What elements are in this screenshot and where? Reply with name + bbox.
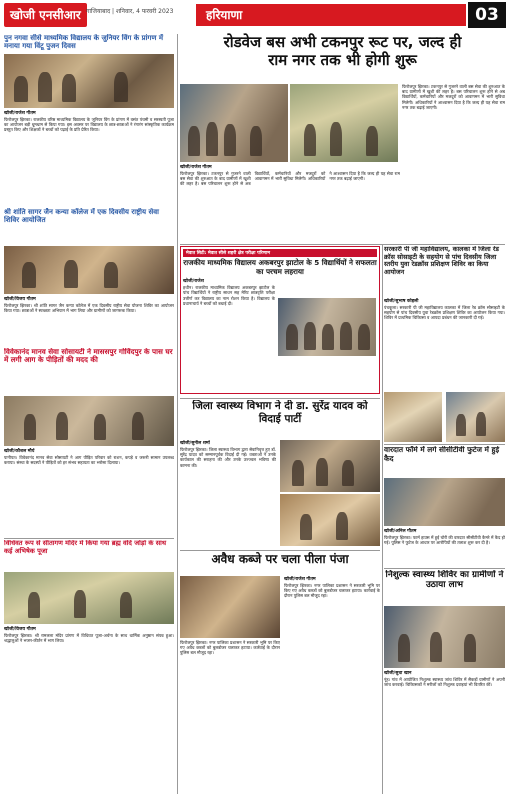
story-body: पानीपत। विवेकानंद मानव सेवा सोसायटी ने आग पीड़ित परिवार को राशन, कपड़े व जरूरी सामान उपलब्ध कराया। संस्था के सदस्यों ने पीड़ितों को हर संभव सहायता का भरोसा दिलाया। [4,455,174,466]
photo-health-farewell-2 [280,494,380,546]
byline: खोजी/अनिल गौतम [384,529,417,534]
photo-health-farewell-1 [280,440,380,492]
photo-shanti-sagar [4,246,174,294]
row-rule [180,244,505,245]
photo-cctv [384,478,505,526]
photo-college-2 [446,392,505,442]
lead-headline-line-1: रोडवेज बस अभी टकनपुर रूट पर, जल्द ही [223,33,462,51]
story-headline: अवैध कब्जे पर चला पीला पंजा [211,552,349,566]
story-college-kalka [384,246,505,296]
byline: खोजी/कौशल मौर्य [4,449,35,454]
story-college-kalka-body [384,298,505,390]
photo-top-left [4,54,174,108]
section-title: हरियाणा [196,4,466,26]
photo-result [278,298,376,356]
story-headline: जिला स्वास्थ्य विभाग ने दी डा. सुरेंद्र यादव को विदाई पार्टी [192,400,368,425]
story-headline: सरकारी पी जी महाविद्यालय, कालका में जिला रेड क्रॉस सोसाइटी के सहयोग से पांच दिवसीय जिला स्तरीय युवा रेडक्रॉस प्रशिक्षण शिविर का किया आयोजन [384,246,499,276]
photo-encroachment [180,576,280,638]
row-rule [384,568,505,569]
lead-photo-1 [180,84,288,162]
byline: खोजी/सुनील शर्मा [180,441,210,446]
story-body: फिरोजपुर झिरका। टकनपुर से गुजरने वाली बस सेवा की शुरुआत के बाद ग्रामीणों में खुशी की लहर है। बस परिचालन शुरू होने से अब विद्यार्थियों, कर्मचारियों और मजदूरों को आवागमन में भारी सुविधा मिलेगी। अधिकारियों ने आश्वासन दिया है कि जल्द ही यह सेवा राम नगर तक बढ़ाई जाएगी। [180,171,400,187]
story-headline: पुन नगवा सीसे माध्यमिक विद्यालय के जुनियर विंग के प्रांगण में मनाया गया विंटू पुजन दिवस [4,34,164,50]
story-cctv-body [384,528,505,568]
story-headline: वारदात फॉर्म में लगे सीसीटीवी फुटेज में हुई कैद [384,446,500,463]
lead-photo-2 [290,84,398,162]
story-body: फिरोजपुर झिरका। जिला स्वास्थ्य विभाग द्वारा सेवानिवृत्त हुए डॉ. सुरेंद्र यादव को सम्मानपूर्वक विदाई दी गई। वक्ताओं ने उनके कार्यकाल की सराहना की और उनके उज्ज्वल भविष्य की कामना की। [180,447,276,468]
lead-body [180,164,400,244]
story-headline: राजकीय माध्यमिक विद्यालय अकबरपुर झाटोल के 5 विद्यार्थियों ने सफलता का परचम लहराया [183,258,377,276]
row-rule [180,550,380,551]
brand-logo: खोजी एनसीआर [4,3,87,27]
story-body-continued: फिरोजपुर झिरका। टकनपुर से गुजरने वाली बस सेवा की शुरुआत के बाद ग्रामीणों में खुशी की लहर है। बस परिचालन शुरू होने से अब विद्यार्थियों, कर्मचारियों और मजदूरों को आवागमन में भारी सुविधा मिलेगी। अधिकारियों ने आश्वासन दिया है कि जल्द ही यह सेवा राम नगर तक बढ़ाई जाएगी। [402,84,505,110]
story-vivekanand-body [4,448,174,538]
story-shanti-sagar [4,208,174,244]
story-top-left-body [4,110,174,206]
issue-meta: गाजियाबाद | शनिवार, 4 फरवरी 2023 [86,8,174,15]
story-body: नूंह। गांव में आयोजित निशुल्क स्वास्थ्य जांच शिविर में सैकड़ों ग्रामीणों ने अपनी जांच करवाई। चिकित्सकों ने मरीजों को निशुल्क दवाइयां भी वितरित कीं। [384,677,505,688]
story-health-farewell [180,400,380,436]
story-headline: निशुल्क स्वास्थ्य शिविर का ग्रामीणों ने उठाया लाभ [385,570,504,591]
story-vivekanand [4,348,174,394]
column-rule [382,244,383,794]
story-headline: श्री शांति सागर जैन कन्या कॉलेज में एक दिवसीय राष्ट्रीय सेवा शिविर आयोजित [4,208,159,224]
result-kicker: मेवात सिटी: मेवात सीसे शहरी क्षेत्र परीक्षा परिणाम [183,249,377,257]
story-body: फिरोजपुर झिरका। श्री शांति सागर जैन कन्या कॉलेज में एक दिवसीय राष्ट्रीय सेवा योजना शिविर का आयोजन किया गया। छात्राओं ने स्वच्छता अभियान में भाग लिया और ग्रामीणों को जागरूक किया। [4,303,174,314]
story-encroachment-body [284,576,380,796]
story-body: फिरोजपुर झिरका। फार्म हाउस में हुई चोरी की वारदात सीसीटीवी कैमरे में कैद हो गई। पुलिस ने फुटेज के आधार पर आरोपियों की तलाश शुरू कर दी है। [384,535,505,546]
story-headline: विवेकानंद मानव सेवा सोसायटी ने माससपुर गोविंदपुर के पास घर में लगी आग के पीड़ितों की मदद की [4,348,173,365]
story-body-continued: फिरोजपुर झिरका। नगर पालिका प्रशासन ने सरकारी भूमि पर किए गए अवैध कब्जों को बुलडोजर चलाकर हटाया। कार्रवाई के दौरान पुलिस बल मौजूद रहा। [180,640,280,656]
story-health-farewell-body [180,440,276,548]
story-body: फिरोजपुर झिरका। श्री रामलला मंदिर प्रांगण में विधिवत पूजा-अर्चना के साथ धार्मिक अनुष्ठान संपन्न हुआ। श्रद्धालुओं ने भजन-कीर्तन में भाग लिया। [4,633,174,644]
lead-headline [180,33,505,83]
story-encroachment-body-left [180,640,280,796]
photo-health-camp [384,606,505,668]
story-temple-body [4,626,174,796]
story-cctv [384,446,505,476]
lead-body-right [402,84,505,244]
byline: खोजी/राजेश गौतम [284,577,316,582]
story-headline: विधिवत रूप से सीतागण मंदिर में किया गया ब्रह्म वंदि जोड़ों के साथ कई अभिषेक पूजा [4,540,167,555]
lead-headline-line-2: राम नगर तक भी होगी शुरू [268,51,417,69]
photo-vivekanand [4,396,174,446]
story-body: फिरोजपुर झिरका। नगर पालिका प्रशासन ने सरकारी भूमि पर किए गए अवैध कब्जों को बुलडोजर चलाकर हटाया। कार्रवाई के दौरान पुलिस बल मौजूद रहा। [284,583,380,599]
byline: खोजी/राजेश [183,279,204,285]
byline: खोजी/सुधा खान [384,671,412,676]
photo-college-1 [384,392,442,442]
story-encroachment [180,552,380,574]
story-shanti-sagar-body [4,296,174,344]
story-health-camp-body [384,670,505,796]
byline: खोजी/विजय गौतम [4,297,36,302]
story-body: हथीन। राजकीय माध्यमिक विद्यालय अकबरपुर झाटोल के पांच विद्यार्थियों ने राष्ट्रीय साधन सह मेरिट छात्रवृत्ति परीक्षा उत्तीर्ण कर विद्यालय का नाम रोशन किया है। विद्यालय के प्रधानाचार्य ने बच्चों को बधाई दी। [183,285,275,306]
story-body: पंचकूला। सरकारी पी जी महाविद्यालय कालका में जिला रेड क्रॉस सोसाइटी के सहयोग से पांच दिवसीय युवा रेडक्रॉस प्रशिक्षण शिविर का आयोजन किया गया। शिविर में प्राथमिक चिकित्सा व आपदा प्रबंधन की जानकारी दी गई। [384,305,505,321]
byline: खोजी/विजय गौतम [4,627,36,632]
row-rule [4,538,174,539]
page-number: 03 [468,2,506,28]
masthead [0,0,509,30]
story-temple [4,540,174,570]
byline: खोजी/राजेश गौतम [4,111,36,116]
photo-temple [4,572,174,624]
byline: खोजी/सुभाष कोहली [384,299,419,304]
column-rule [177,34,178,794]
row-rule [384,444,505,445]
row-rule [180,398,380,399]
story-body: फिरोजपुर झिरका। राजकीय वरिष्ठ माध्यमिक विद्यालय के जूनियर विंग के प्रांगण में वसंत पंचमी व सरस्वती पूजा का आयोजन बड़ी धूमधाम से किया गया। इस अवसर पर विद्यालय के छात्र-छात्राओं ने रंगारंग सांस्कृतिक कार्यक्रम प्रस्तुत किए और शिक्षकों ने बच्चों को पढ़ाई के प्रति प्रेरित किया। [4,117,174,133]
byline: खोजी/राजेश गौतम [180,165,212,170]
story-health-camp [384,570,505,604]
